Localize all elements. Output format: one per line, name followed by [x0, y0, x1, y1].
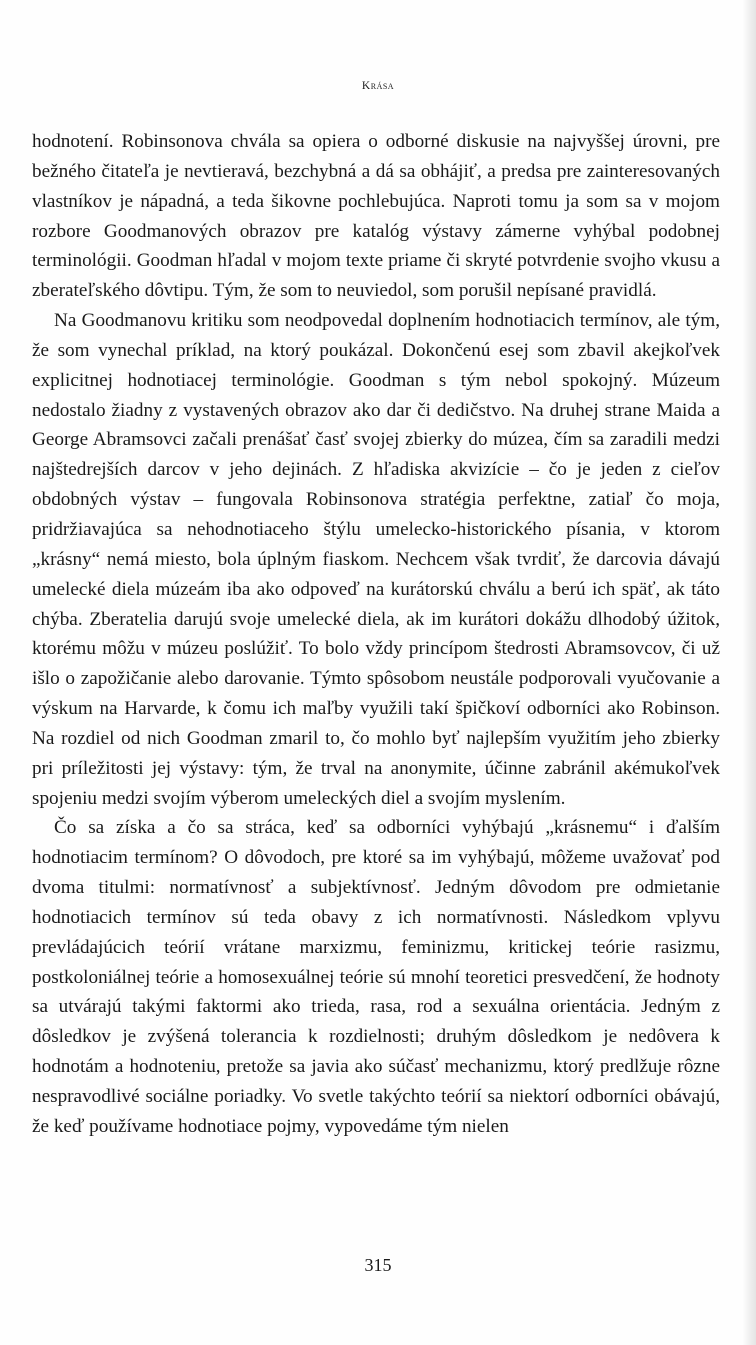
paragraph-1: hodnotení. Robinsonova chvála sa opiera o odborné diskusie na najvyššej úrovni, pre bežného čitateľa je nevtieravá, bezchybná a dá sa obhájiť, a predsa pre zainteresovaných vlastníkov je nápadná, a teda šikovne pochlebujúca. Naproti tomu ja som sa v mojom rozbore Goodmanových obrazov pre katalóg výstavy zámerne vyhýbal podobnej terminológii. Goodman hľadal v mojom texte priame či skryté potvrdenie svojho vkusu a zberateľského dôvtipu. Tým, že som to neuviedol, som porušil nepísané pravidlá. [32, 131, 720, 302]
paragraph-2: Na Goodmanovu kritiku som neodpovedal doplnením hodnotiacich termínov, ale tým, že som vynechal príklad, na ktorý poukázal. Dokončenú esej som zbavil akejkoľvek explicitnej hodnotiacej terminológie. Goodman s tým nebol spokojný. Múzeum nedostalo žiadny z vystavených obrazov ako dar či dedičstvo. Na druhej strane Maida a George Abramsovci začali prenášať časť svojej zbierky do múzea, čím sa zaradili medzi najštedrejších darcov v jeho dejinách. Z hľadiska akvizície – čo je jeden z cieľov obdobných výstav – fungovala Robinsonova stratégia perfektne, zatiaľ čo moja, pridržiavajúca sa nehodnotiaceho štýlu umelecko-historického písania, v ktorom „krásny“ nemá miesto, bola úplným fiaskom. Nechcem však tvrdiť, že darcovia dávajú umelecké diela múzeám iba ako odpoveď na kurátorskú chválu a berú ich späť, ak táto chýba. Zberatelia darujú svoje umelecké diela, ak im kurátori dokážu dlhodobý úžitok, ktorému môžu v múzeu poslúžiť. To bolo vždy princípom štedrosti Abramsovcov, či už išlo o zapožičanie alebo darovanie. Týmto spôsobom neustále podporovali vyučovanie a výskum na Harvarde, k čomu ich maľby využili takí špičkoví odborníci ako Robinson. Na rozdiel od nich Goodman zmaril to, čo mohlo byť najlepším využitím jeho zbierky pri príležitosti jej výstavy: tým, že trval na anonymite, účinne zabránil akémukoľvek spojeniu medzi svojím výberom umeleckých diel a svojím myslením. [32, 310, 720, 809]
running-head: Krása [361, 80, 395, 92]
body-text [32, 127, 720, 1142]
paragraph-3: Čo sa získa a čo sa stráca, keď sa odborníci vyhýbajú „krásnemu“ i ďalším hodnotiacim termínom? O dôvodoch, pre ktoré sa im vyhýbajú, môžeme uvažovať pod dvoma titulmi: normatívnosť a subjektívnosť. Jedným dôvodom pre odmietanie hodnotiacich termínov sú teda obavy z ich normatívnosti. Následkom vplyvu prevládajúcich teórií vrátane marxizmu, feminizmu, kritickej teórie rasizmu, postkoloniálnej teórie a homosexuálnej teórie sú mnohí teoretici presvedčení, že hodnoty sa utvárajú takými faktormi ako trieda, rasa, rod a sexuálna orientácia. Jedným z dôsledkov je zvýšená tolerancia k rozdielnosti; druhým dôsledkom je nedôvera k hodnotám a hodnoteniu, pretože sa javia ako súčasť mechanizmu, ktorý predlžuje rôzne nespravodlivé sociálne poriadky. Vo svetle takýchto teórií sa niektorí odborníci obávajú, že keď používame hodnotiace pojmy, vypovedáme tým nielen [32, 817, 720, 1137]
page-number: 315 [364, 1255, 392, 1275]
page-edge-shadow [742, 0, 756, 1345]
